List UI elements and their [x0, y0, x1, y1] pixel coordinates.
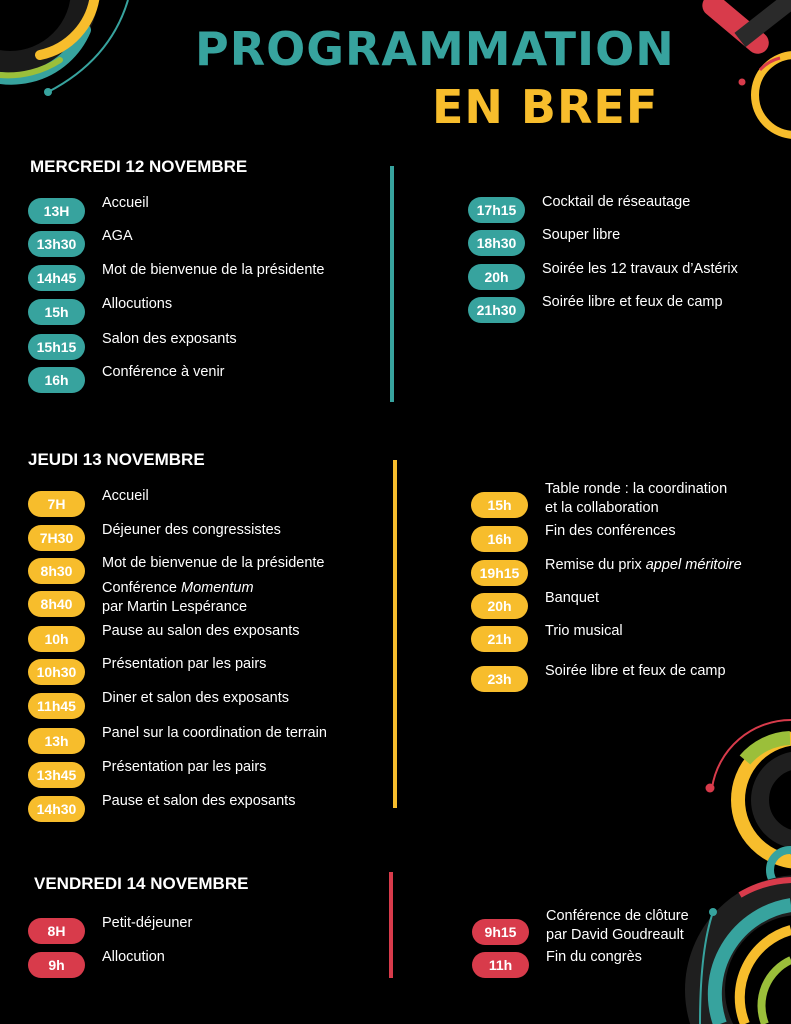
- page-title-line2: EN BREF: [432, 80, 659, 134]
- event-label: Présentation par les pairs: [102, 656, 267, 672]
- day-heading: JEUDI 13 NOVEMBRE: [28, 450, 205, 469]
- time-badge: 15h: [28, 299, 85, 325]
- event-label: Soirée les 12 travaux d’Astérix: [542, 261, 738, 277]
- event-label: [545, 480, 727, 518]
- time-badge: 7H30: [28, 525, 85, 551]
- time-badge: 23h: [471, 666, 528, 692]
- time-badge: 11h: [472, 952, 529, 978]
- time-badge: 15h: [471, 492, 528, 518]
- time-badge: 8H: [28, 918, 85, 944]
- time-badge: 13h30: [28, 231, 85, 257]
- event-label: Panel sur la coordination de terrain: [102, 725, 327, 741]
- event-label: Petit-déjeuner: [102, 915, 193, 931]
- event-label: Soirée libre et feux de camp: [545, 663, 726, 679]
- day-heading: VENDREDI 14 NOVEMBRE: [34, 874, 249, 893]
- time-badge: 21h30: [468, 297, 525, 323]
- event-label: Salon des exposants: [102, 331, 237, 347]
- time-badge: 19h15: [471, 560, 528, 586]
- section-divider: [390, 166, 394, 402]
- event-label: Mot de bienvenue de la présidente: [102, 555, 325, 571]
- event-label: Allocution: [102, 949, 165, 965]
- time-badge: 8h30: [28, 558, 85, 584]
- page-title-line1: PROGRAMMATION: [195, 22, 675, 76]
- time-badge: 8h40: [28, 591, 85, 617]
- time-badge: 13H: [28, 198, 85, 224]
- event-label: Cocktail de réseautage: [542, 194, 691, 210]
- time-badge: 10h30: [28, 659, 85, 685]
- event-label: Banquet: [545, 590, 600, 606]
- event-label-emphasis: Momentum: [181, 580, 254, 596]
- event-label: Présentation par les pairs: [102, 759, 267, 775]
- time-badge: 9h: [28, 952, 85, 978]
- event-label: Trio musical: [545, 623, 623, 639]
- time-badge: 16h: [471, 526, 528, 552]
- event-label: Mot de bienvenue de la présidente: [102, 262, 325, 278]
- event-label: [546, 907, 689, 945]
- event-label: Allocutions: [102, 296, 173, 312]
- event-label-emphasis: appel méritoire: [645, 557, 742, 573]
- event-label-text: Conférence: [102, 580, 181, 596]
- time-badge: 14h45: [28, 265, 85, 291]
- event-label-line2: et la collaboration: [545, 500, 659, 516]
- event-label: [545, 556, 742, 575]
- event-label: Accueil: [102, 195, 149, 211]
- event-label-text: Remise du prix: [545, 557, 646, 573]
- time-badge: 10h: [28, 626, 85, 652]
- section-divider: [393, 460, 397, 808]
- event-label: Accueil: [102, 488, 149, 504]
- event-label: Pause et salon des exposants: [102, 793, 296, 809]
- time-badge: 16h: [28, 367, 85, 393]
- event-label: Déjeuner des congressistes: [102, 522, 281, 538]
- event-label-text: Conférence de clôture: [546, 908, 689, 924]
- event-label: AGA: [102, 228, 133, 244]
- event-label-line2: par Martin Lespérance: [102, 599, 248, 615]
- event-label: Soirée libre et feux de camp: [542, 294, 723, 310]
- event-label: Souper libre: [542, 227, 621, 243]
- event-label-text: Table ronde : la coordination: [545, 481, 728, 497]
- day-heading: MERCREDI 12 NOVEMBRE: [30, 157, 248, 176]
- event-label: [102, 579, 254, 617]
- time-badge: 11h45: [28, 693, 85, 719]
- event-label: Pause au salon des exposants: [102, 623, 300, 639]
- event-label: Fin des conférences: [545, 523, 676, 539]
- time-badge: 20h: [471, 593, 528, 619]
- time-badge: 13h: [28, 728, 85, 754]
- time-badge: 7H: [28, 491, 85, 517]
- event-label: Fin du congrès: [546, 949, 642, 965]
- time-badge: 18h30: [468, 230, 525, 256]
- time-badge: 9h15: [472, 919, 529, 945]
- event-label: Diner et salon des exposants: [102, 690, 289, 706]
- event-label-line2: par David Goudreault: [546, 927, 684, 943]
- time-badge: 21h: [471, 626, 528, 652]
- time-badge: 15h15: [28, 334, 85, 360]
- time-badge: 14h30: [28, 796, 85, 822]
- section-divider: [389, 872, 393, 978]
- time-badge: 20h: [468, 264, 525, 290]
- time-badge: 17h15: [468, 197, 525, 223]
- time-badge: 13h45: [28, 762, 85, 788]
- event-label: Conférence à venir: [102, 364, 225, 380]
